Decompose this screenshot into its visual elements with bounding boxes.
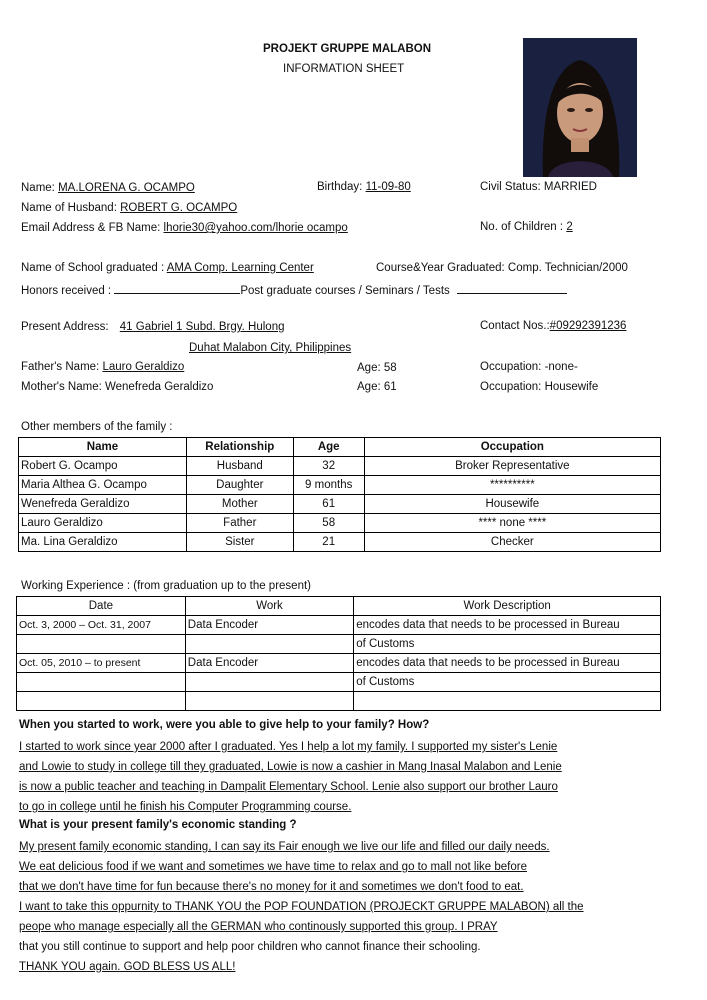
answer-line: peope who manage especially all the GERMAN who continously supported this group. I PRAY [19,921,498,933]
birthday-value: 11-09-80 [365,181,411,193]
sheet-subtitle: INFORMATION SHEET [283,63,405,75]
children-value: 2 [566,221,573,233]
table-row [17,616,661,635]
member-occupation: ********** [364,476,660,495]
work-date: Oct. 05, 2010 – to present [17,654,186,673]
family-table [18,437,661,552]
member-age: 61 [293,495,364,514]
address-line1: 41 Gabriel 1 Subd. Brgy. Hulong [119,321,285,333]
work-description: encodes data that needs to be processed in Bureau [354,616,661,635]
contact-field [480,320,626,332]
husband-value: ROBERT G. OCAMPO [120,202,238,214]
table-row [19,495,661,514]
mother-age: Age: 61 [357,381,397,393]
course-field: Course&Year Graduated: Comp. Technician/2000 [376,262,628,274]
work-description: of Customs [354,635,661,654]
member-occupation: **** none **** [364,514,660,533]
work-table [16,596,661,711]
answer-help-family [19,737,689,817]
member-name: Lauro Geraldizo [19,514,187,533]
table-row [19,533,661,552]
work-title-cell: Data Encoder [185,654,353,673]
honors-label: Honors received : [21,285,112,297]
civil-status: Civil Status: MARRIED [480,181,597,193]
member-relationship: Father [186,514,293,533]
mother-occupation: Occupation: Housewife [480,381,599,393]
family-header-relationship: Relationship [186,438,293,457]
name-field [21,182,195,194]
father-label: Father's Name: [21,361,100,373]
answer-line: is now a public teacher and teaching in Dampalit Elementary School. Lenie also support our brother Lauro [19,781,558,793]
father-value: Lauro Geraldizo [102,361,185,373]
answer-line: I started to work since year 2000 after I graduated. Yes I help a lot my family. I supported my sister's Lenie [19,741,558,753]
member-name: Wenefreda Geraldizo [19,495,187,514]
family-title: Other members of the family : [21,421,173,433]
answer-economic-standing [19,837,689,977]
member-age: 32 [293,457,364,476]
address-line2: Duhat Malabon City, Philippines [189,342,352,354]
applicant-photo [523,38,637,177]
mother-field: Mother's Name: Wenefreda Geraldizo [21,381,214,393]
birthday-label: Birthday: [317,181,363,193]
family-header-age: Age [293,438,364,457]
email-value: lhorie30@yahoo.com/lhorie ocampo [163,222,348,234]
contact-label: Contact Nos.: [480,320,550,332]
member-name: Ma. Lina Geraldizo [19,533,187,552]
contact-value: #09292391236 [549,320,627,332]
table-row [17,654,661,673]
work-title-cell: Data Encoder [185,616,353,635]
table-row [17,692,661,711]
father-occupation: Occupation: -none- [480,361,578,373]
address-label: Present Address: [21,321,109,333]
member-age: 21 [293,533,364,552]
answer-line: to go in college until he finish his Computer Programming course. [19,801,352,813]
father-field [21,361,214,373]
work-description: of Customs [354,673,661,692]
work-header-date: Date [17,597,186,616]
work-date [17,635,186,654]
member-relationship: Sister [186,533,293,552]
answer-line: that you still continue to support and help poor children who cannot finance their schooling. [19,941,481,953]
member-name: Maria Althea G. Ocampo [19,476,187,495]
school-label: Name of School graduated : [21,262,165,274]
table-row [17,673,661,692]
work-header-work: Work [185,597,353,616]
school-field [21,262,314,274]
member-age: 58 [293,514,364,533]
member-relationship: Husband [186,457,293,476]
name-value: MA.LORENA G. OCAMPO [58,182,195,194]
work-header-description: Work Description [354,597,661,616]
member-relationship: Daughter [186,476,293,495]
question-help-family: When you started to work, were you able to give help to your family? How? [19,719,430,731]
email-field [21,222,348,234]
member-name: Robert G. Ocampo [19,457,187,476]
family-header-row [19,438,661,457]
honors-blank [114,282,240,294]
question-economic-standing: What is your present family's economic standing ? [19,819,297,831]
school-value: AMA Comp. Learning Center [166,262,314,274]
name-label: Name: [21,182,55,194]
answer-line: and Lowie to study in college till they graduated, Lowie is now a cashier in Mang Inasal Malabon and Lenie [19,761,562,773]
table-row [17,635,661,654]
answer-line: I want to take this oppurnity to THANK YOU the POP FOUNDATION (PROJECKT GRUPPE MALABON) all the [19,901,584,913]
table-row [19,514,661,533]
work-title-cell [185,635,353,654]
member-relationship: Mother [186,495,293,514]
honors-field [21,282,567,297]
work-date: Oct. 3, 2000 – Oct. 31, 2007 [17,616,186,635]
answer-line: that we don't have time for fun because there's no money for it and sometimes we don't food to eat. [19,881,524,893]
husband-label: Name of Husband: [21,202,117,214]
answer-line: We eat delicious food if we want and sometimes we have time to relax and go to mall not like before [19,861,527,873]
husband-field [21,202,237,214]
family-header-name: Name [19,438,187,457]
work-title: Working Experience : (from graduation up to the present) [21,580,311,592]
member-occupation: Broker Representative [364,457,660,476]
answer-line: My present family economic standing, I can say its Fair enough we live our life and filled our daily needs. [19,841,550,853]
children-label: No. of Children : [480,221,564,233]
work-date [17,673,186,692]
family-header-occupation: Occupation [364,438,660,457]
answer-line: THANK YOU again. GOD BLESS US ALL! [19,961,236,973]
work-title-cell [185,692,353,711]
postgrad-label: Post graduate courses / Seminars / Tests [240,285,450,297]
member-occupation: Checker [364,533,660,552]
org-title: PROJEKT GRUPPE MALABON [263,43,432,55]
table-row [19,476,661,495]
member-occupation: Housewife [364,495,660,514]
work-date [17,692,186,711]
address-field [21,321,285,333]
work-title-cell [185,673,353,692]
table-row [19,457,661,476]
work-description [354,692,661,711]
father-age: Age: 58 [357,362,397,374]
member-age: 9 months [293,476,364,495]
postgrad-blank [457,282,567,294]
children-field [480,221,573,233]
email-label: Email Address & FB Name: [21,222,161,234]
work-header-row [17,597,661,616]
birthday-field [317,181,411,193]
work-description: encodes data that needs to be processed in Bureau [354,654,661,673]
